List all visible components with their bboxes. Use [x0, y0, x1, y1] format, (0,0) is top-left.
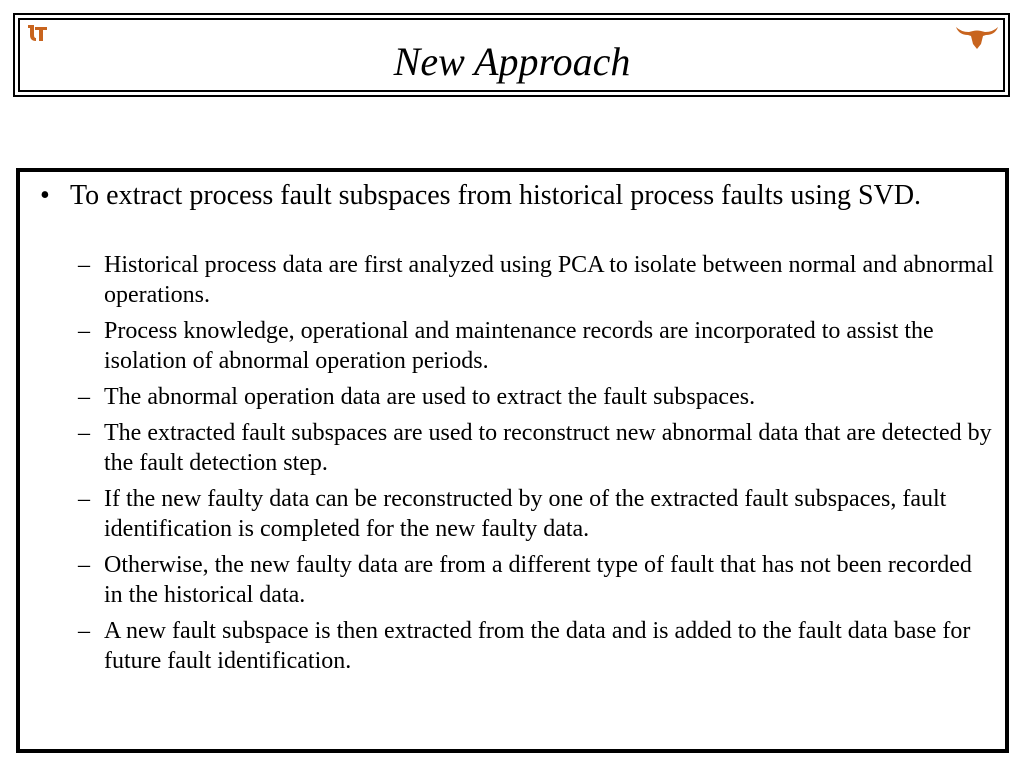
sub-bullet-text: Process knowledge, operational and maintenance records are incorporated to assist the isolation of abnormal operation periods. [104, 318, 934, 374]
dash-marker: – [78, 384, 90, 410]
sub-bullet-item [20, 484, 1000, 544]
sub-bullet-text: The abnormal operation data are used to extract the fault subspaces. [104, 384, 756, 410]
sub-bullet-item [20, 550, 1000, 610]
sub-bullet-item [20, 382, 1000, 412]
sub-bullet-item [20, 316, 1000, 376]
content-box [16, 168, 1009, 753]
dash-marker: – [78, 618, 90, 644]
sub-bullet-list [20, 250, 1000, 682]
main-bullet-text: To extract process fault subspaces from historical process faults using SVD. [70, 180, 922, 211]
dash-marker: – [78, 420, 90, 446]
sub-bullet-text: A new fault subspace is then extracted from the data and is added to the fault data base for future fault identification. [104, 618, 971, 674]
dash-marker: – [78, 552, 90, 578]
dash-marker: – [78, 318, 90, 344]
sub-bullet-item [20, 250, 1000, 310]
slide-title: New Approach [393, 39, 631, 84]
sub-bullet-text: If the new faulty data can be reconstructed by one of the extracted fault subspaces, fault identification is completed for the new faulty data. [104, 486, 947, 542]
sub-bullet-item [20, 616, 1000, 676]
dash-marker: – [78, 486, 90, 512]
sub-bullet-text: Historical process data are first analyzed using PCA to isolate between normal and abnormal operations. [104, 252, 994, 308]
sub-bullet-item [20, 418, 1000, 478]
sub-bullet-text: The extracted fault subspaces are used to reconstruct new abnormal data that are detected by the fault detection step. [104, 420, 992, 476]
dash-marker: – [78, 252, 90, 278]
sub-bullet-text: Otherwise, the new faulty data are from a different type of fault that has not been recorded in the historical data. [104, 552, 972, 608]
bullet-marker: • [40, 180, 50, 211]
